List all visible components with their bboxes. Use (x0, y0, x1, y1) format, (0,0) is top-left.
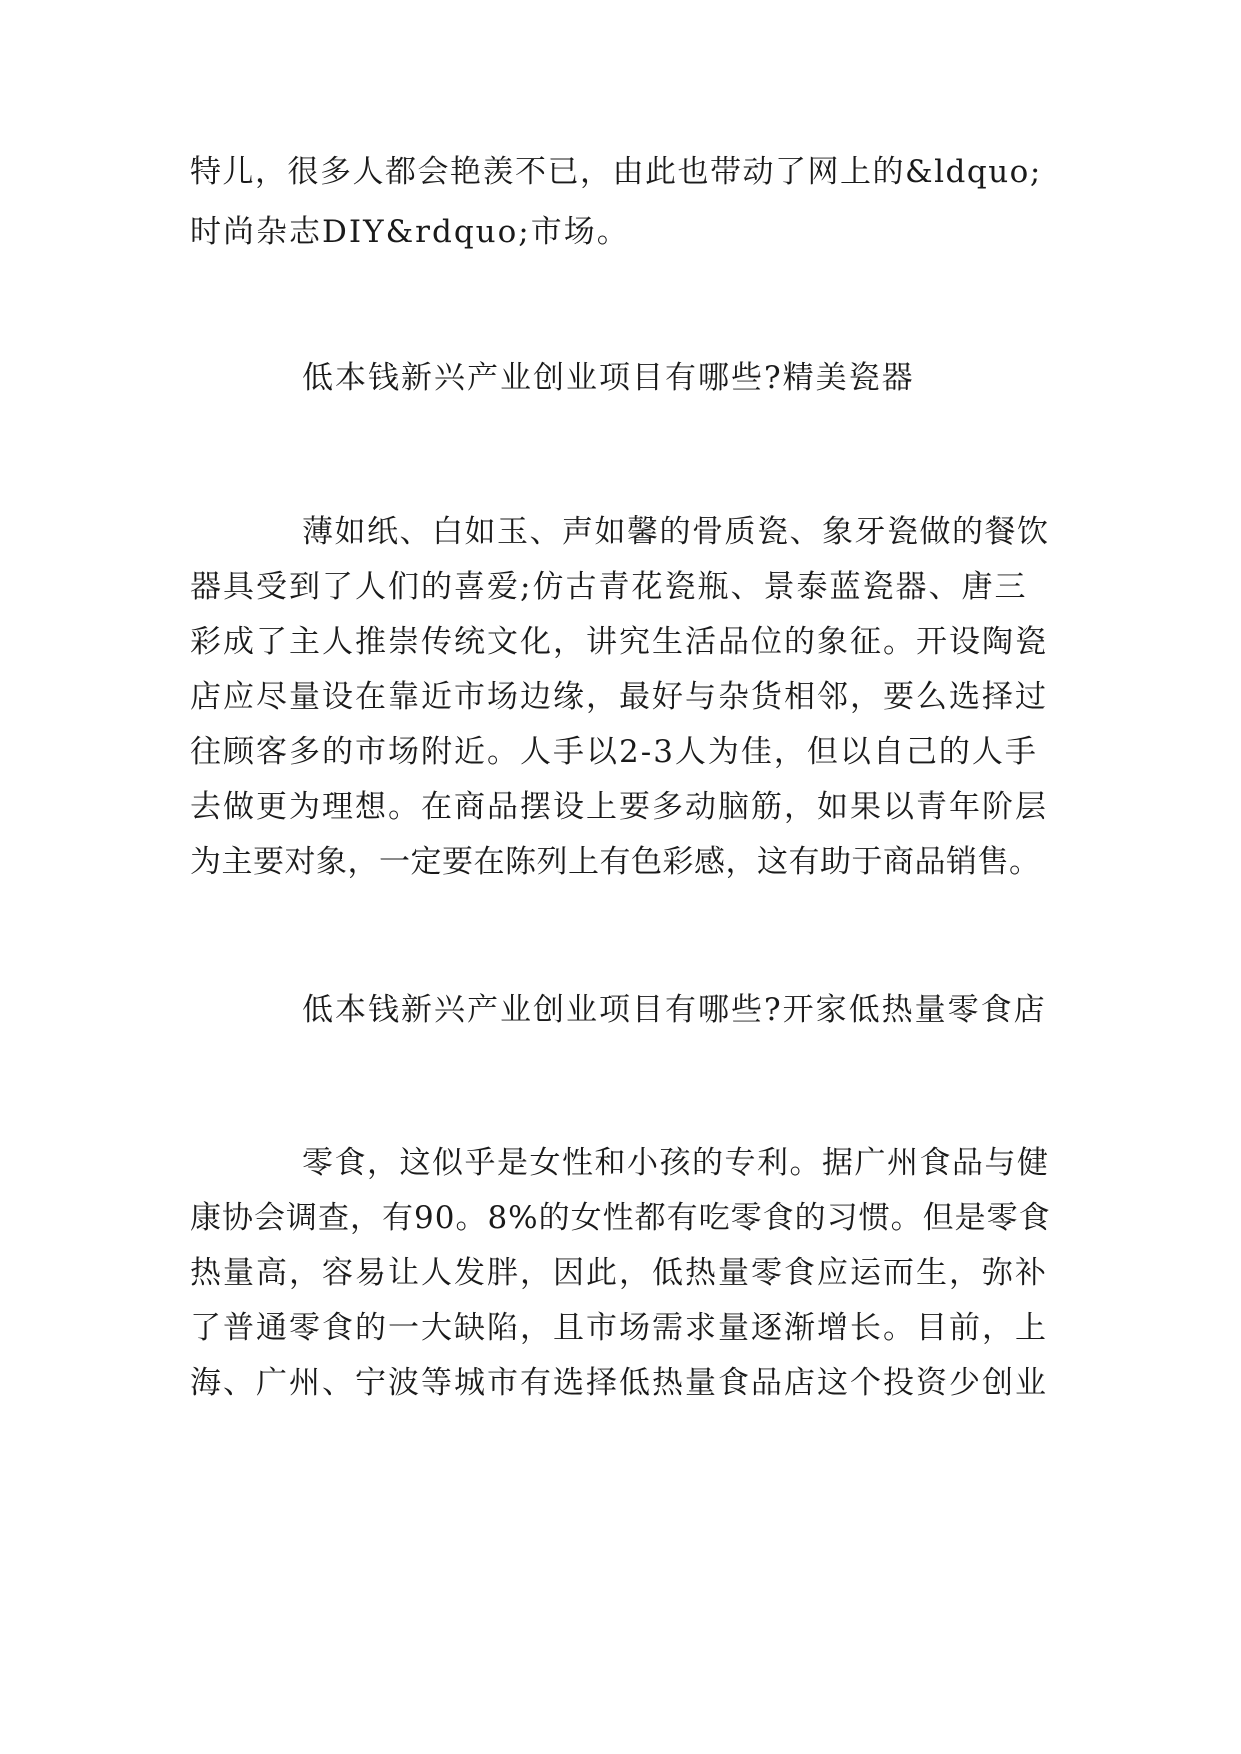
paragraph-line: 为主要对象，一定要在陈列上有色彩感，这有助于商品销售。 (190, 844, 1041, 880)
paragraph-line: 零食，这似乎是女性和小孩的专利。据广州食品与健 (302, 1145, 1050, 1181)
paragraph-line: 热量高，容易让人发胖，因此，低热量零食应运而生，弥补 (190, 1255, 1048, 1291)
paragraph-line: 了普通零食的一大缺陷，且市场需求量逐渐增长。目前，上 (190, 1310, 1048, 1346)
paragraph-line: 往顾客多的市场附近。人手以2-3人为佳，但以自己的人手 (190, 734, 1038, 770)
paragraph-line: 海、广州、宁波等城市有选择低热量食品店这个投资少创业 (190, 1365, 1048, 1401)
paragraph-line: 康协会调查，有90。8%的女性都有吃零食的习惯。但是零食 (190, 1200, 1051, 1236)
section-heading-ceramics: 低本钱新兴产业创业项目有哪些?精美瓷器 (302, 360, 915, 396)
paragraph-line: 店应尽量设在靠近市场边缘，最好与杂货相邻，要么选择过 (190, 679, 1048, 715)
paragraph-line: 薄如纸、白如玉、声如馨的骨质瓷、象牙瓷做的餐饮 (302, 514, 1050, 550)
paragraph-line: 器具受到了人们的喜爱;仿古青花瓷瓶、景泰蓝瓷器、唐三 (190, 569, 1028, 605)
section-heading-snack: 低本钱新兴产业创业项目有哪些?开家低热量零食店 (302, 992, 1047, 1028)
paragraph-line: 特儿，很多人都会艳羡不已，由此也带动了网上的&ldquo; (190, 154, 1042, 190)
paragraph-line: 去做更为理想。在商品摆设上要多动脑筋，如果以青年阶层 (190, 789, 1048, 825)
paragraph-line: 时尚杂志DIY&rdquo;市场。 (190, 214, 630, 250)
paragraph-line: 彩成了主人推崇传统文化，讲究生活品位的象征。开设陶瓷 (190, 624, 1048, 660)
